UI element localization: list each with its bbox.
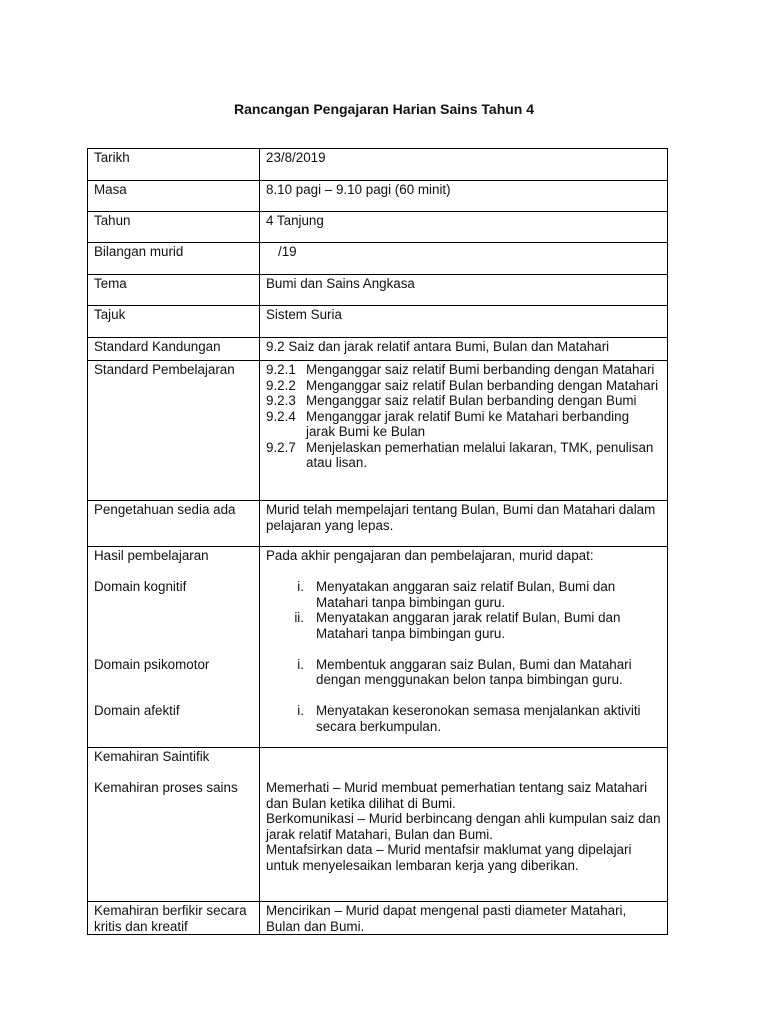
label-masa: Masa xyxy=(88,181,260,212)
row-tahun xyxy=(88,212,668,243)
hasil-label: Hasil pembelajaran xyxy=(94,548,209,563)
value-hasil xyxy=(260,547,668,748)
value-kemahiran xyxy=(260,748,668,902)
psikomotor-label: Domain psikomotor xyxy=(94,656,210,672)
label-pengetahuan: Pengetahuan sedia ada xyxy=(88,501,260,547)
item-text: Menyatakan anggaran jarak relatif Bulan, Bumi dan Matahari tanpa bimbingan guru. xyxy=(316,610,621,641)
kognitif-item xyxy=(266,610,661,641)
sp-item xyxy=(266,409,661,440)
item-text: Menyatakan keseronokan semasa menjalankan aktiviti secara berkumpulan. xyxy=(316,703,641,734)
label-hasil xyxy=(88,547,260,748)
value-tajuk: Sistem Suria xyxy=(260,306,668,338)
bilangan-value: /19 xyxy=(278,244,297,259)
value-standard-kandungan: 9.2 Saiz dan jarak relatif antara Bumi, Bulan dan Matahari xyxy=(260,338,668,361)
row-masa xyxy=(88,181,668,212)
sp-item xyxy=(266,362,661,378)
row-tarikh xyxy=(88,149,668,181)
sp-num: 9.2.2 xyxy=(266,377,296,393)
sp-text: Menganggar saiz relatif Bumi berbanding dengan Matahari xyxy=(306,362,655,377)
sp-num: 9.2.1 xyxy=(266,362,296,377)
label-kemahiran xyxy=(88,748,260,902)
label-tarikh: Tarikh xyxy=(88,149,260,181)
item-num: i. xyxy=(297,703,304,718)
label-tahun: Tahun xyxy=(88,212,260,243)
row-berfikir xyxy=(88,902,668,935)
label-standard-kandungan: Standard Kandungan xyxy=(88,338,260,361)
afektif-label: Domain afektif xyxy=(94,703,180,718)
value-pengetahuan: Murid telah mempelajari tentang Bulan, Bumi dan Matahari dalam pelajaran yang lepas. xyxy=(260,501,668,547)
row-hasil xyxy=(88,547,668,748)
row-tema xyxy=(88,275,668,306)
item-text: Membentuk anggaran saiz Bulan, Bumi dan Matahari dengan menggunakan belon tanpa bimbingan guru. xyxy=(316,656,632,687)
label-bilangan: Bilangan murid xyxy=(88,243,260,275)
lesson-plan-table xyxy=(87,148,668,935)
proses-item: Berkomunikasi – Murid berbincang dengan ahli kumpulan saiz dan jarak relatif Matahari, Bulan dan Bumi. xyxy=(266,811,661,842)
row-standard-kandungan xyxy=(88,338,668,361)
value-bilangan xyxy=(260,243,668,275)
value-tarikh: 23/8/2019 xyxy=(260,149,668,181)
psikomotor-item xyxy=(266,657,661,688)
sp-text: Menganggar saiz relatif Bulan berbanding dengan Bumi xyxy=(306,393,637,408)
proses-item: Memerhati – Murid membuat pemerhatian tentang saiz Matahari dan Bulan ketika dilihat di Bumi. xyxy=(266,780,648,811)
afektif-item xyxy=(266,703,661,734)
proses-item: Mentafsirkan data – Murid mentafsir maklumat yang dipelajari untuk menyelesaikan lembaran kerja yang diberikan. xyxy=(266,842,632,873)
row-kemahiran xyxy=(88,748,668,902)
kognitif-label: Domain kognitif xyxy=(94,579,187,594)
item-num: i. xyxy=(297,656,304,672)
value-tahun: 4 Tanjung xyxy=(260,212,668,243)
kognitif-item xyxy=(266,579,661,610)
kemahiran-label: Kemahiran Saintifik xyxy=(94,749,210,764)
sp-text: Menganggar jarak relatif Bumi ke Matahari berbanding jarak Bumi ke Bulan xyxy=(306,408,630,439)
sp-item xyxy=(266,378,661,394)
hasil-intro: Pada akhir pengajaran dan pembelajaran, murid dapat: xyxy=(266,548,594,563)
item-num: i. xyxy=(297,579,304,594)
label-tema: Tema xyxy=(88,275,260,306)
sp-item xyxy=(266,393,661,409)
value-standard-pembelajaran xyxy=(260,361,668,501)
sp-num: 9.2.7 xyxy=(266,439,296,455)
label-standard-pembelajaran: Standard Pembelajaran xyxy=(88,361,260,501)
sp-num: 9.2.3 xyxy=(266,393,296,408)
item-num: ii. xyxy=(294,610,304,625)
label-berfikir: Kemahiran berfikir secara kritis dan kreatif xyxy=(88,902,260,935)
value-tema: Bumi dan Sains Angkasa xyxy=(260,275,668,306)
sp-item xyxy=(266,440,661,471)
sp-num: 9.2.4 xyxy=(266,408,296,424)
label-tajuk: Tajuk xyxy=(88,306,260,338)
sp-text: Menjelaskan pemerhatian melalui lakaran, TMK, penulisan atau lisan. xyxy=(306,439,654,470)
sp-text: Menganggar saiz relatif Bulan berbanding dengan Matahari xyxy=(306,377,659,393)
row-tajuk xyxy=(88,306,668,338)
row-bilangan xyxy=(88,243,668,275)
proses-label: Kemahiran proses sains xyxy=(94,780,238,795)
row-pengetahuan xyxy=(88,501,668,547)
value-masa: 8.10 pagi – 9.10 pagi (60 minit) xyxy=(260,181,668,212)
page-title: Rancangan Pengajaran Harian Sains Tahun 4 xyxy=(233,101,535,117)
item-text: Menyatakan anggaran saiz relatif Bulan, Bumi dan Matahari tanpa bimbingan guru. xyxy=(316,579,616,610)
row-standard-pembelajaran xyxy=(88,361,668,501)
value-berfikir: Mencirikan – Murid dapat mengenal pasti diameter Matahari, Bulan dan Bumi. xyxy=(260,902,668,935)
